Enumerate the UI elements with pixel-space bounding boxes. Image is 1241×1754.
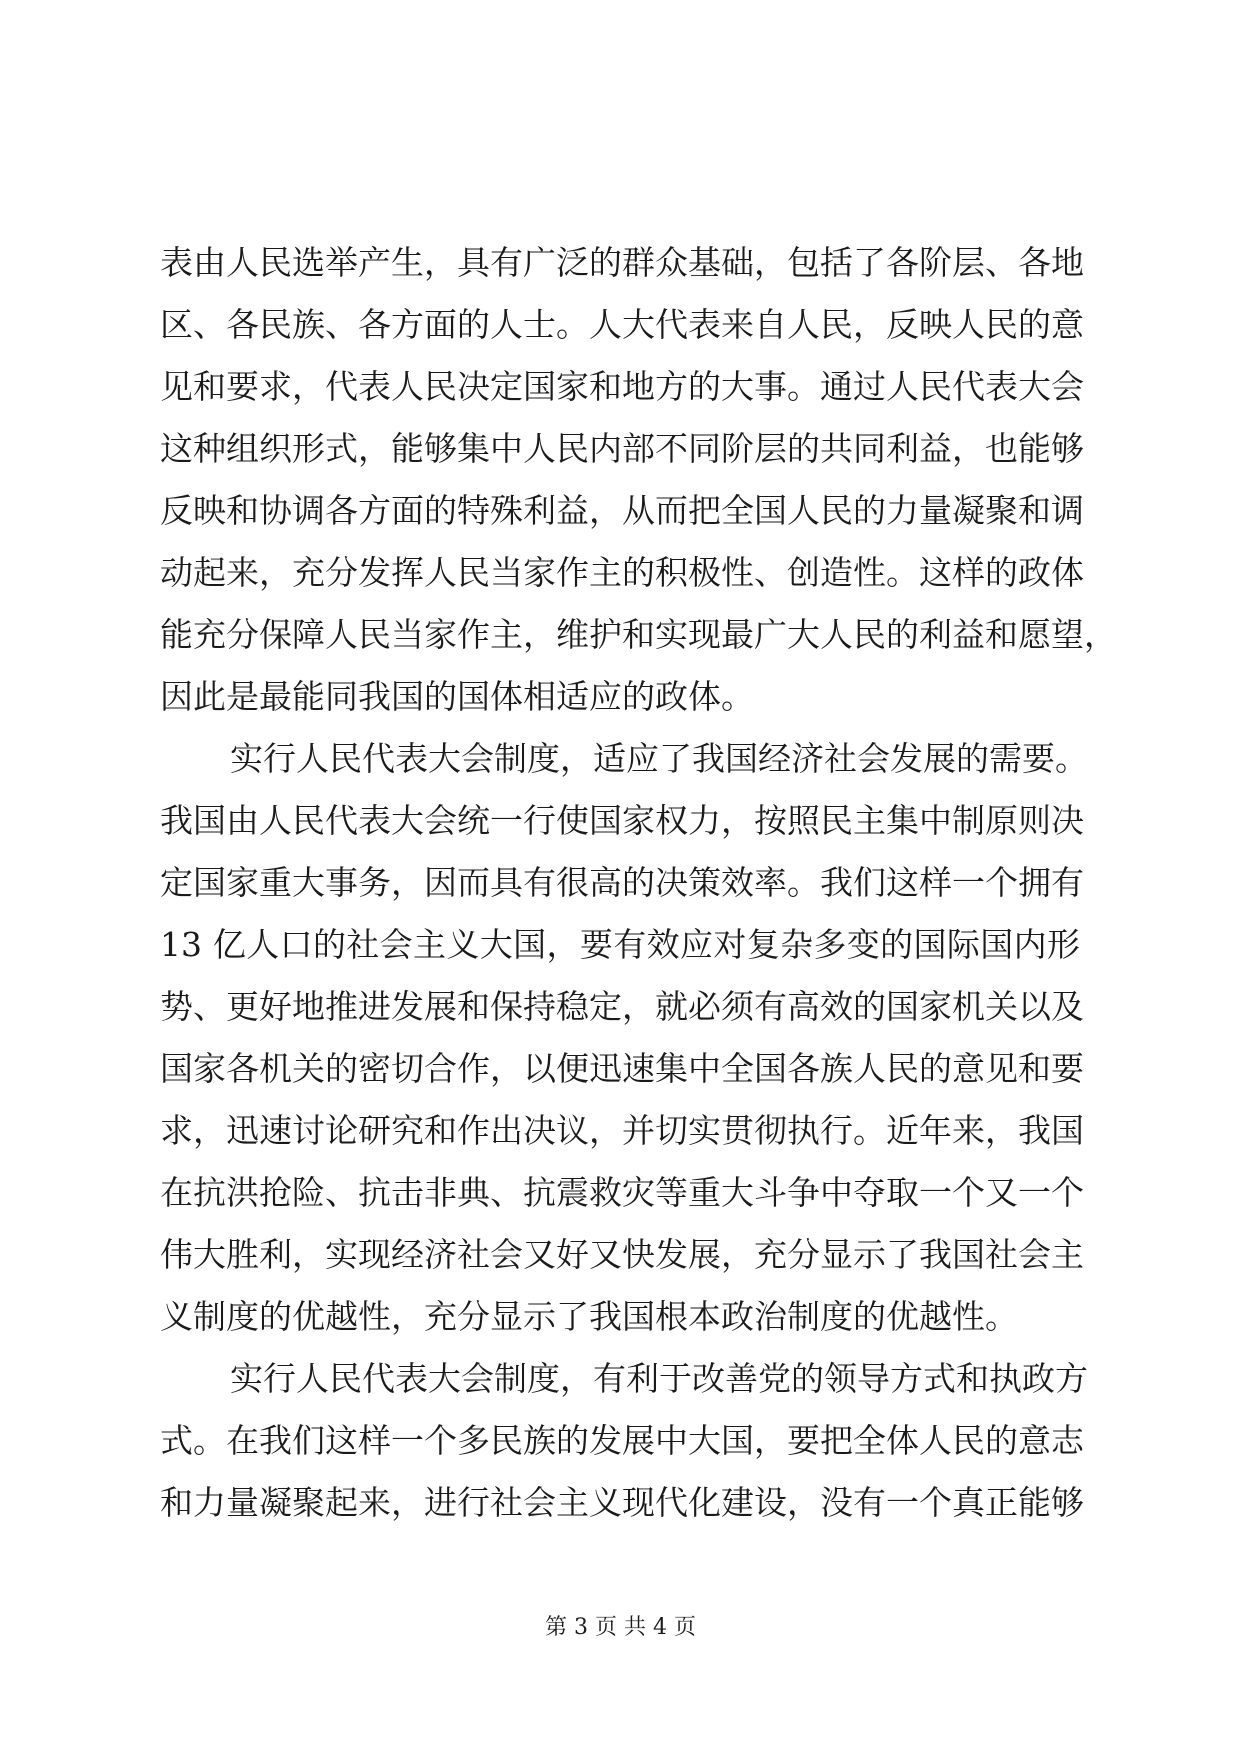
text-line: 能充分保障人民当家作主，维护和实现最广大人民的利益和愿望， xyxy=(160,615,1117,654)
text-line: 求，迅速讨论研究和作出决议，并切实贯彻执行。近年来，我国 xyxy=(160,1111,1084,1150)
text-line: 这种组织形式，能够集中人民内部不同阶层的共同利益，也能够 xyxy=(160,429,1084,468)
text-line: 势、更好地推进发展和保持稳定，就必须有高效的国家机关以及 xyxy=(160,987,1084,1026)
text-line: 在抗洪抢险、抗击非典、抗震救灾等重大斗争中夺取一个又一个 xyxy=(160,1173,1084,1212)
text-line: 实行人民代表大会制度，有利于改善党的领导方式和执政方 xyxy=(230,1359,1088,1398)
paragraph-3 xyxy=(160,1348,1088,1534)
text-line: 见和要求，代表人民决定国家和地方的大事。通过人民代表大会 xyxy=(160,367,1084,406)
text-line: 表由人民选举产生，具有广泛的群众基础，包括了各阶层、各地 xyxy=(160,243,1084,282)
text-line: 因此是最能同我国的国体相适应的政体。 xyxy=(160,677,754,716)
document-body xyxy=(160,232,1117,1534)
paragraph-1 xyxy=(160,232,1117,728)
text-line: 义制度的优越性，充分显示了我国根本政治制度的优越性。 xyxy=(160,1297,1018,1336)
text-line: 和力量凝聚起来，进行社会主义现代化建设，没有一个真正能够 xyxy=(160,1483,1084,1522)
text-line: 实行人民代表大会制度，适应了我国经济社会发展的需要。 xyxy=(230,739,1088,778)
text-line: 定国家重大事务，因而具有很高的决策效率。我们这样一个拥有 xyxy=(160,863,1084,902)
page-footer xyxy=(0,1610,1241,1641)
text-line: 式。在我们这样一个多民族的发展中大国，要把全体人民的意志 xyxy=(160,1421,1084,1460)
text-line: 反映和协调各方面的特殊利益，从而把全国人民的力量凝聚和调 xyxy=(160,491,1084,530)
text-line: 伟大胜利，实现经济社会又好又快发展，充分显示了我国社会主 xyxy=(160,1235,1084,1274)
page-number-label: 第 3 页 共 4 页 xyxy=(545,1615,696,1640)
text-line: 我国由人民代表大会统一行使国家权力，按照民主集中制原则决 xyxy=(160,801,1084,840)
text-line: 区、各民族、各方面的人士。人大代表来自人民，反映人民的意 xyxy=(160,305,1084,344)
text-line: 国家各机关的密切合作，以便迅速集中全国各族人民的意见和要 xyxy=(160,1049,1084,1088)
text-line: 动起来，充分发挥人民当家作主的积极性、创造性。这样的政体 xyxy=(160,553,1084,592)
paragraph-2 xyxy=(160,728,1088,1348)
text-line: 13 亿人口的社会主义大国，要有效应对复杂多变的国际国内形 xyxy=(160,925,1080,964)
